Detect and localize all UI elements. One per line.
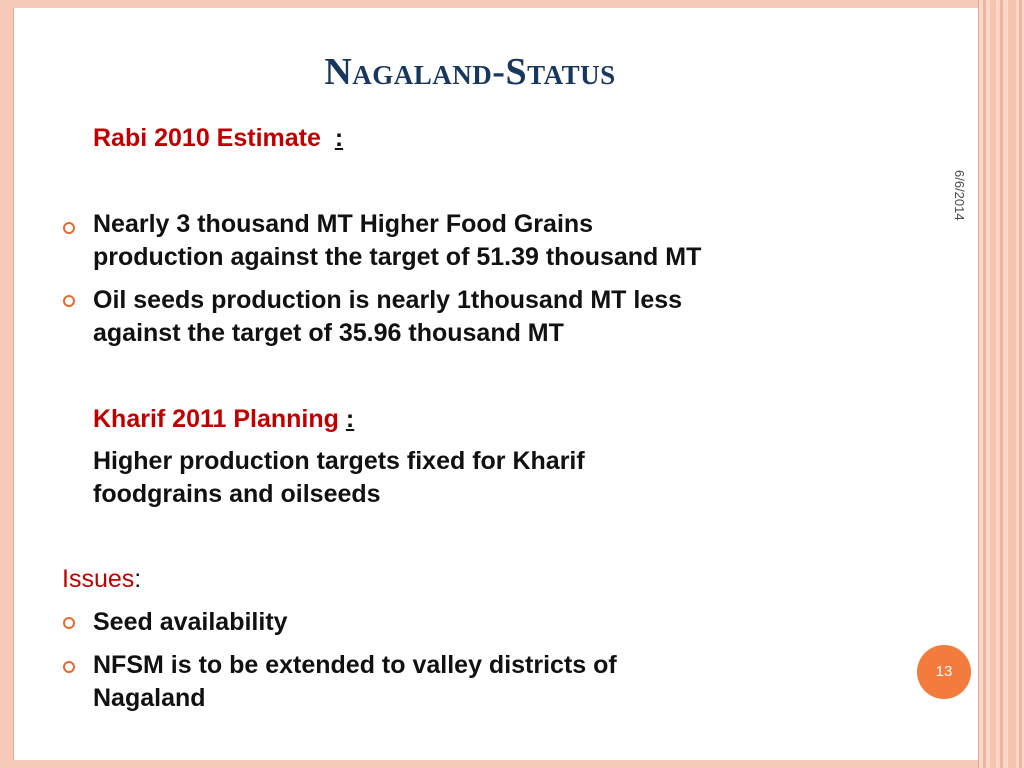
kharif-heading: Kharif 2011 Planning <box>93 405 339 433</box>
bullet-ring-icon <box>63 661 75 673</box>
issues-bullet-1: Seed availability <box>93 608 288 636</box>
slide-date: 6/6/2014 <box>952 170 967 221</box>
issues-heading-line <box>62 562 141 596</box>
right-stripe <box>1008 0 1016 768</box>
bullet-ring-icon <box>63 222 75 234</box>
issues-bullet-2-line-2: Nagaland <box>93 684 206 712</box>
slide-title: Nagaland-Status <box>324 51 616 93</box>
page-number-badge: 13 <box>917 645 971 699</box>
frame-top-border <box>0 0 980 8</box>
rabi-bullet-1-line-2: production against the target of 51.39 thousand MT <box>93 243 702 271</box>
frame-bottom-border <box>0 760 980 768</box>
kharif-body-line-1: Higher production targets fixed for Kharif <box>93 447 585 475</box>
frame-left-border <box>0 0 14 768</box>
bullet-ring-icon <box>63 295 75 307</box>
rabi-bullet-2-line-1: Oil seeds production is nearly 1thousand MT less <box>93 286 683 314</box>
kharif-heading-colon: : <box>345 405 355 433</box>
rabi-bullet-1-line-1: Nearly 3 thousand MT Higher Food Grains <box>93 210 594 238</box>
issues-heading-colon: : <box>134 565 142 593</box>
right-stripe <box>1000 0 1003 768</box>
right-stripe <box>983 0 986 768</box>
rabi-heading: Rabi 2010 Estimate <box>93 124 321 152</box>
issues-bullet-2-line-1: NFSM is to be extended to valley districts of <box>93 651 617 679</box>
kharif-heading-line <box>93 402 354 436</box>
right-stripe <box>1019 0 1022 768</box>
rabi-heading-colon: : <box>334 124 344 152</box>
issues-heading: Issues <box>62 565 135 593</box>
rabi-heading-line <box>93 121 343 155</box>
right-stripe <box>990 0 996 768</box>
kharif-body-line-2: foodgrains and oilseeds <box>93 480 381 508</box>
bullet-ring-icon <box>63 617 75 629</box>
rabi-bullet-2-line-2: against the target of 35.96 thousand MT <box>93 319 564 347</box>
